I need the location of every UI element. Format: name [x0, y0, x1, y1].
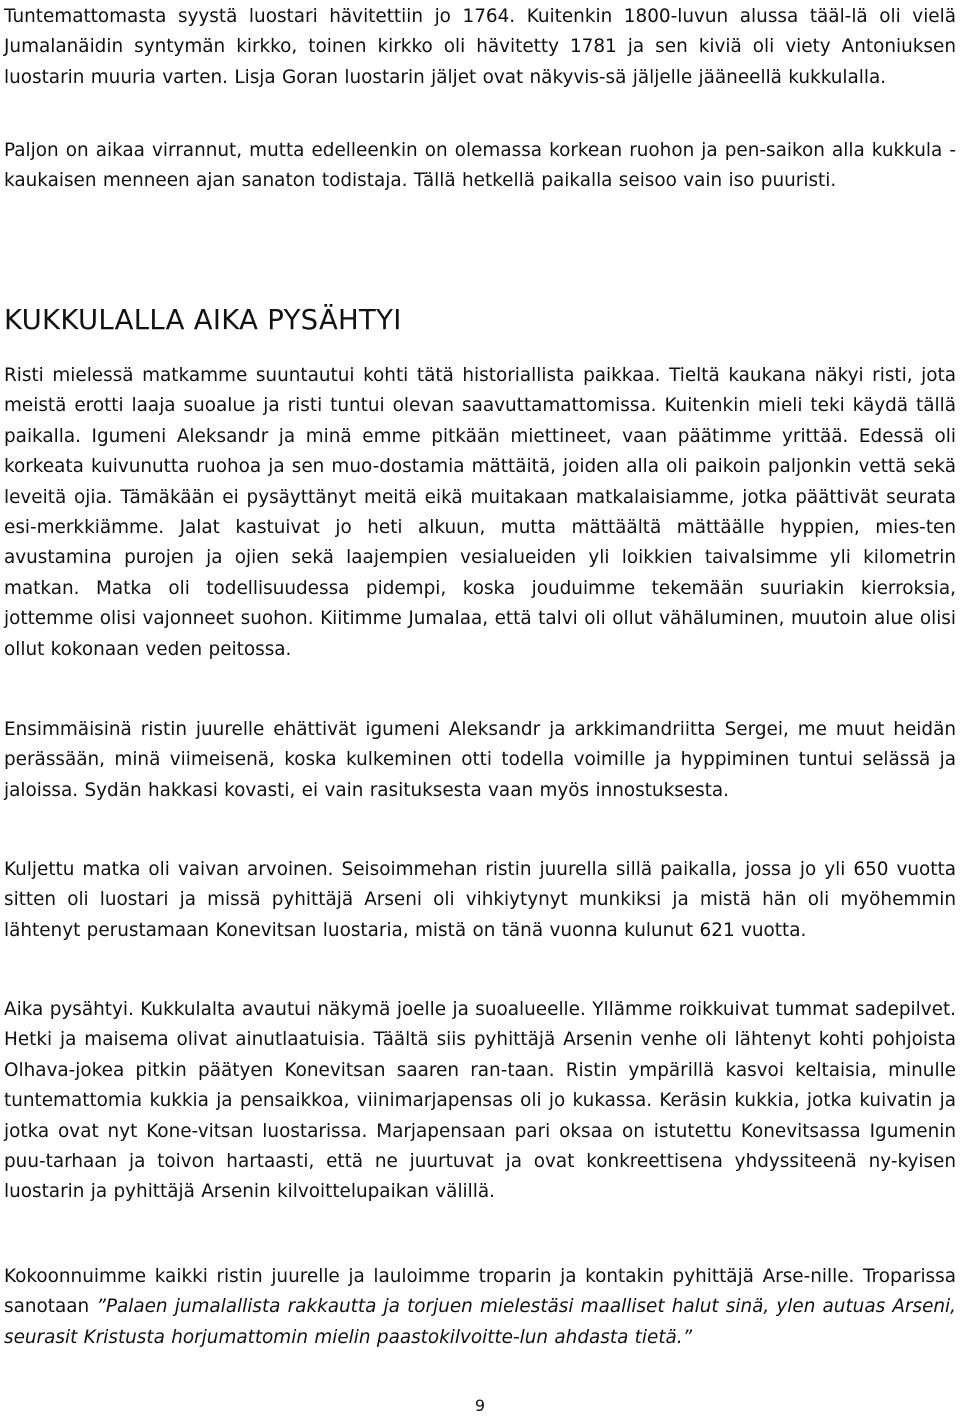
paragraph-worthwhile-journey: Kuljettu matka oli vaivan arvoinen. Seisoimmehan ristin juurella sillä paikalla, jossa jo yli 650 vuotta sitten oli luostari ja missä pyhittäjä Arseni oli vihkiytynyt munkiksi ja mistä hän oli myöhemmin lähtenyt perustamaan Konevitsan luostaria, mistä on tänä vuonna kulunut 621 vuotta.	[4, 859, 956, 941]
page-number: 9	[474, 1396, 486, 1415]
paragraph-time-stopped: Aika pysähtyi. Kukkulalta avautui näkymä joelle ja suoalueelle. Yllämme roikkuivat tummat sadepilvet. Hetki ja maisema olivat ainutlaatuisia. Täältä siis pyhittäjä Arsenin venhe oli lähtenyt kohti pohjoista Olhava-jokea pitkin päätyen Konevitsan saaren ran-taan. Ristin ympärillä kasvoi keltaisia, minulle tuntemattomia kukkia ja pensaikkoa, viinimarjapensas oli jo kukassa. Keräsin kukkia, jotka kuivatin ja jotka ovat nyt Kone-vitsan luostarissa. Marjapensaan pari oksaa on istutettu Konevitsassa Igumenin puu-tarhaan ja toivon hartaasti, että ne juurtuvat ja ovat konkreettisena yhdyssiteenä ny-kyisen luostarin ja pyhittäjä Arsenin kilvoittelupaikan välillä.	[4, 999, 956, 1203]
troparion-quote: ”Palaen jumalallista rakkautta ja torjuen mielestäsi maalliset halut sinä, ylen autuas Arseni, seurasit Kristusta horjumattomin mielin paastokilvoitte-lun ahdasta tietä.”	[4, 1296, 956, 1348]
troparion-intro: Kokoonnuimme kaikki ristin juurelle ja lauloimme troparin ja kontakin pyhittäjä Arse-nille. Troparissa sanotaan	[4, 1266, 956, 1318]
paragraph-troparion	[4, 1262, 956, 1353]
paragraph-hill-witness: Paljon on aikaa virrannut, mutta edelleenkin on olemassa korkean ruohon ja pen-saikon alla kukkula - kaukaisen menneen ajan sanaton todistaja. Tällä hetkellä paikalla seisoo vain iso puuristi.	[4, 140, 956, 192]
paragraph-arrival-at-cross: Ensimmäisinä ristin juurelle ehättivät igumeni Aleksandr ja arkkimandriitta Sergei, me muut heidän perässään, minä viimeisenä, koska kulkeminen otti todella voimille ja hyppiminen tuntui selässä ja jaloissa. Sydän hakkasi kovasti, ei vain rasituksesta vaan myös innostuksesta.	[4, 719, 956, 801]
paragraph-journey-to-cross: Risti mielessä matkamme suuntautui kohti tätä historiallista paikkaa. Tieltä kaukana näkyi risti, jota meistä erotti laaja suoalue ja risti tuntui olevan saavuttamattomissa. Kuitenkin mieli teki käydä tällä paikalla. Igumeni Aleksandr ja minä emme pitkään miettineet, vaan päätimme yrittää. Edessä oli korkeata kuivunutta ruohoa ja sen muo-dostamia mättäitä, joiden alla oli paikoin paljonkin vettä sekä leveitä ojia. Tämäkään ei pysäyttänyt meitä eikä muitakaan matkalaisiamme, jotka päättivät seurata esi-merkkiämme. Jalat kastuivat jo heti alkuun, mutta mättäältä mättäälle hyppien, mies-ten avustamina purojen ja ojien sekä laajempien vesialueiden yli loikkien taivalsimme yli kilometrin matkan. Matka oli todellisuudessa pidempi, koska jouduimme tekemään suuriakin kierroksia, jottemme olisi vajonneet suohon. Kiitimme Jumalaa, että talvi oli ollut vähäluminen, muutoin alue olisi ollut kokonaan veden peitossa.	[4, 365, 956, 660]
paragraph-monastery-destruction: Tuntemattomasta syystä luostari hävitettiin jo 1764. Kuitenkin 1800-luvun alussa tääl-lä oli vielä Jumalanäidin syntymän kirkko, toinen kirkko oli hävitetty 1781 ja sen kiviä oli viety Antoniuksen luostarin muuria varten. Lisja Goran luostarin jäljet ovat näkyvis-sä jäljelle jääneellä kukkulalla.	[4, 6, 956, 88]
section-heading: KUKKULALLA AIKA PYSÄHTYI	[4, 304, 402, 336]
